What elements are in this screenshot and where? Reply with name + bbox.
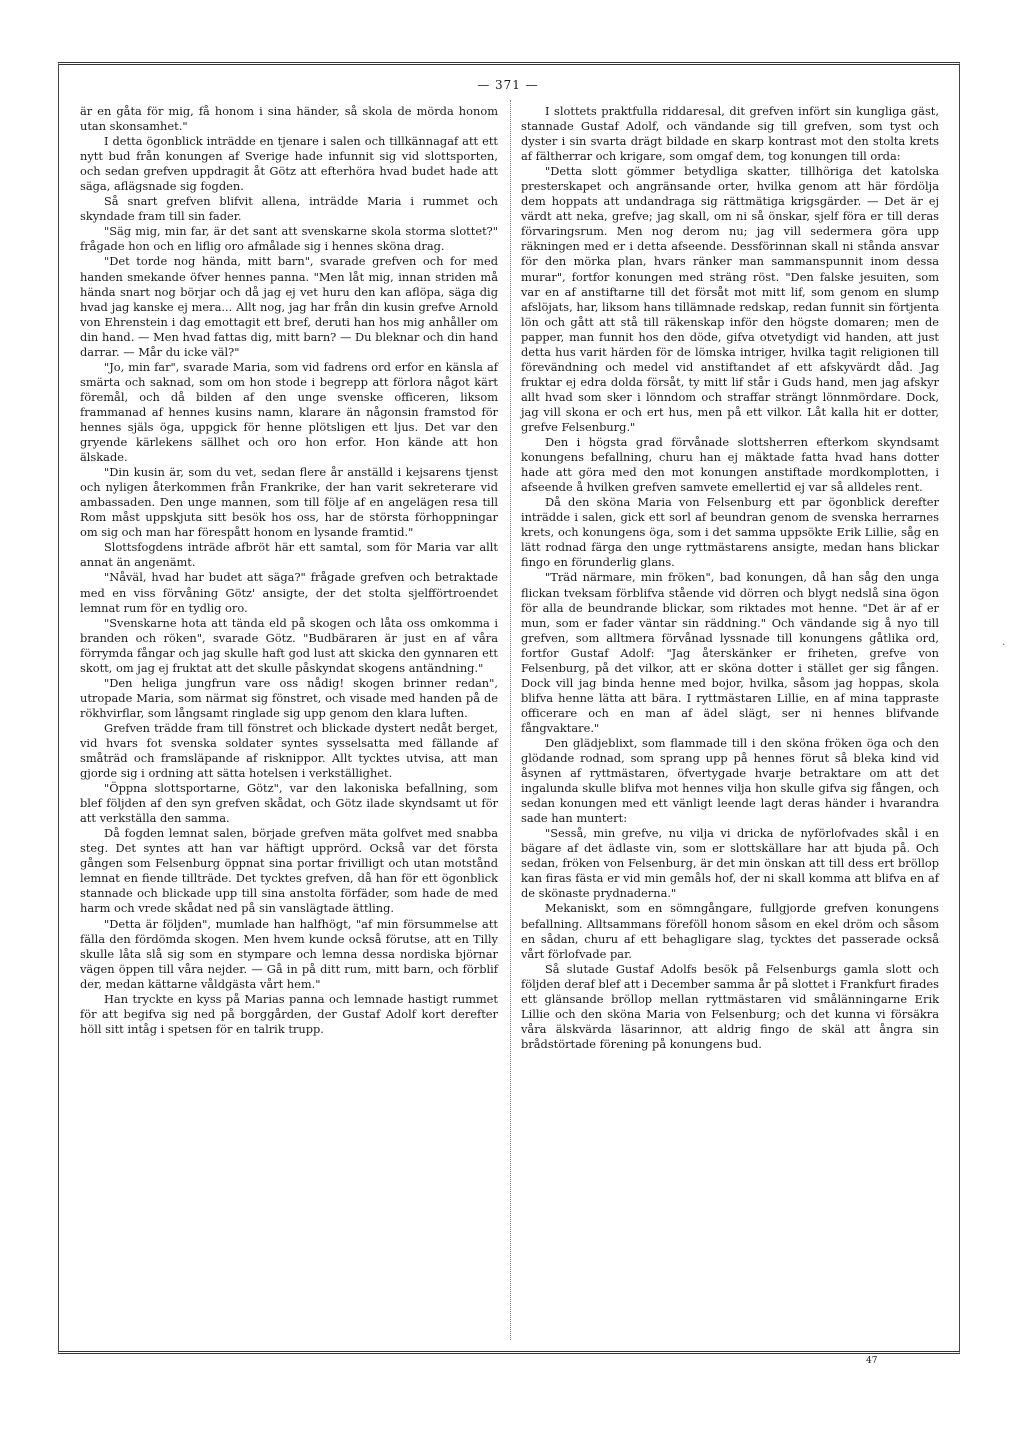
paragraph: "Detta är följden", mumlade han halfhögt, "af min försummelse att fälla den fördömda skogen. Men hvem kunde också förutse, att en Tilly skulle låta slå sig som en stympare och lemna dessa nordiska björnar vägen öppen till våra nejder. — Gå in på ditt rum, mitt barn, och förblif der, medan kättarne våldgästa vårt hem." xyxy=(80,916,498,991)
paragraph: "Säg mig, min far, är det sant att svenskarne skola storma slottet?" frågade hon och en liflig oro afmålade sig i hennes sköna drag. xyxy=(80,224,498,254)
paragraph: Så snart grefven blifvit allena, inträdde Maria i rummet och skyndade fram till sin fader. xyxy=(80,194,498,224)
paragraph: Han tryckte en kyss på Marias panna och lemnade hastigt rummet för att begifva sig ned på borggården, der Gustaf Adolf kort derefter höll sitt intåg i spetsen för en talrik trupp. xyxy=(80,991,498,1036)
paragraph: "Den heliga jungfrun vare oss nådig! skogen brinner redan", utropade Maria, som närmat sig fönstret, och visade med handen på de rökhvirflar, som långsamt ringlade sig upp genom den klara luften. xyxy=(80,675,498,720)
paragraph: I slottets praktfulla riddaresal, dit grefven infört sin kungliga gäst, stannade Gustaf Adolf, och vändande sig till grefven, som tyst och dyster i sin svarta drägt bildade en skarp kontrast mot den stolta krets af fältherrar och krigare, som omgaf dem, tog konungen till orda: xyxy=(521,104,939,164)
right-column xyxy=(521,104,939,1052)
paragraph: är en gåta för mig, få honom i sina händer, så skola de mörda honom utan skonsamhet." xyxy=(80,104,498,134)
paragraph: Då fogden lemnat salen, började grefven mäta golfvet med snabba steg. Det syntes att han var häftigt upprörd. Också var det första gången som Felsenburg öppnat sina portar frivilligt och utan motstånd lemnat en fiende tillträde. Det tycktes grefven, då han för ett ögonblick stannade och blickade upp till sina anstolta förfäder, som hade de med harm och vrede skådat ned på sin vanslägtade ättling. xyxy=(80,826,498,916)
column-divider xyxy=(510,100,511,1340)
paragraph: Den i högsta grad förvånade slottsherren efterkom skyndsamt konungens befallning, churu han ej mäktade fatta hvad hans dotter hade att göra med den mot konungen anstiftade mordkomplotten, i afseende å hvilken grefven samvete emellertid ej var så alldeles rent. xyxy=(521,435,939,495)
paragraph: Slottsfogdens inträde afbröt här ett samtal, som för Maria var allt annat än angenämt. xyxy=(80,540,498,570)
paragraph: "Jo, min far", svarade Maria, som vid fadrens ord erfor en känsla af smärta och saknad, som om hon stode i begrepp att förlora något kärt föremål, och då bilden af den unge svenske officeren, liksom frammanad af hennes kusins namn, klarare än någonsin framstod för hennes själs öga, uppgick för henne plötsligen ett ljus. Det var den gryende kärlekens sällhet och oro hon erfor. Hon kände att hon älskade. xyxy=(80,359,498,465)
paragraph: Grefven trädde fram till fönstret och blickade dystert nedåt berget, vid hvars fot svenska soldater syntes sysselsatta med fällande af småträd och framsläpande af risknippor. Allt tycktes utvisa, att man gjorde sig i ordning att sätta hotelsen i verkställighet. xyxy=(80,720,498,781)
paragraph: Då den sköna Maria von Felsenburg ett par ögonblick derefter inträdde i salen, gick ett sorl af beundran genom de svenska herrarnes krets, och konungens öga, som i det samma uppsökte Erik Lillie, såg en lätt rodnad färga den unge ryttmästarens ansigte, medan hans blickar fingo en förunderlig glans. xyxy=(521,495,939,570)
page-number: — 371 — xyxy=(477,78,539,92)
paragraph: Den glädjeblixt, som flammade till i den sköna fröken öga och den glödande rodnad, som sprang upp på hennes förut så bleka kind vid åsynen af ryttmästaren, öfvertygade hvarje betraktare om att det ingalunda skulle blifva mot hennes vilja hon skulle gifva sig fången, och sedan konungen med ett vänligt leende lagt deras händer i hvarandra sade han muntert: xyxy=(521,735,939,826)
paragraph: "Öppna slottsportarne, Götz", var den lakoniska befallning, som blef följden af den syn grefven skådat, och Götz ilade skyndsamt ut för att verkställa den samma. xyxy=(80,781,498,826)
left-column xyxy=(80,104,498,1037)
paragraph: "Detta slott gömmer betydliga skatter, tillhöriga det katolska presterskapet och angränsande orter, hvilka genom att här fördölja dem hoppats att undandraga sig rättmätiga krigsgärder. — Det är ej värdt att neka, grefve; jag skall, om ni så önskar, sjelf föra er till deras förvaringsrum. Men nog derom nu; jag vill sedermera göra upp räkningen med er i detta afseende. Dessförinnan skall ni stånda ansvar för den mörka plan, hvars ränker man sammanspunnit inom dessa murar", fortfor konungen med sträng röst. "Den falske jesuiten, som var en af anstiftarne till det försåt mot mitt lif, som genom en slump afslöjats, har, liksom hans tillämnade redskap, redan funnit sin förtjenta lön och gått att stå till räkenskap inför den högste domaren; men de papper, man funnit hos den döde, gifva otvetydigt vid handen, att just detta hus varit härden för de lömska intriger, hvilka tagit religionen till förevändning och medel vid anstiftandet af ett afskyvärdt dåd. Jag fruktar ej edra dolda försåt, ty mitt lif står i Guds hand, men jag afskyr allt hvad som sker i lönndom och straffar strängt lönnmördare. Dock, jag vill skona er och ert hus, men på ett vilkor. Låt kalla hit er dotter, grefve Felsenburg." xyxy=(521,164,939,434)
paragraph: "Träd närmare, min fröken", bad konungen, då han såg den unga flickan tveksam förblifva stående vid dörren och blygt nedslå sina ögon för alla de beundrande blickar, som riktades mot henne. "Det är af er mun, som er fader väntar sin räddning." Och vändande sig å nyo till grefven, som alltmera förvånad lyssnade till konungens gåtlika ord, fortfor Gustaf Adolf: "Jag återskänker er friheten, grefve von Felsenburg, på det vilkor, att er sköna dotter i stället ger sig fången. Dock vill jag binda henne med bojor, hvilka, såsom jag hoppas, skola blifva henne lätta att bära. I ryttmästaren Lillie, en af mina tappraste officerare och en man af ädel slägt, ser ni hennes blifvande fångvaktare." xyxy=(521,570,939,735)
printer-signature: 47 xyxy=(866,1356,878,1366)
paragraph: "Sesså, min grefve, nu vilja vi dricka de nyförlofvades skål i en bägare af det ädlaste vin, som er slottskällare har att bjuda på. Och sedan, fröken von Felsenburg, är det min önskan att till dess ert bröllop kan firas fästa er vid min gemåls hof, der ni skall komma att blifva en af de skönaste prydnaderna." xyxy=(521,826,939,901)
paragraph: I detta ögonblick inträdde en tjenare i salen och tillkännagaf att ett nytt bud från konungen af Sverige hade infunnit sig vid slottsporten, och sedan grefven uppdragit åt Götz att efterhöra hvad budet hade att säga, aflägsnade sig fogden. xyxy=(80,134,498,194)
scan-mark: · xyxy=(1002,640,1006,651)
paragraph: "Din kusin är, som du vet, sedan flere år anställd i kejsarens tjenst och nyligen återkommen från Frankrike, der han varit sekreterare vid ambassaden. Den unge mannen, som till följe af en angelägen resa till Rom måst uppskjuta sitt besök hos oss, har de största förhoppningar om sig och man har förespått honom en lysande framtid." xyxy=(80,465,498,540)
paragraph: "Nåväl, hvad har budet att säga?" frågade grefven och betraktade med en viss förvåning Götz' ansigte, der det stolta sjelfförtroendet lemnat rum för en tydlig oro. xyxy=(80,570,498,615)
paragraph: Så slutade Gustaf Adolfs besök på Felsenburgs gamla slott och följden deraf blef att i December samma år på slottet i Frankfurt firades ett glänsande bröllop mellan ryttmästaren vid smålänningarne Erik Lillie och den sköna Maria von Felsenburg; och det kunna vi försäkra våra älskvärda läsarinnor, att aldrig fingo de skäl att ångra sin brådstörtade förening på konungens bud. xyxy=(521,961,939,1051)
paragraph: "Det torde nog hända, mitt barn", svarade grefven och for med handen smekande öfver hennes panna. "Men låt mig, innan striden må hända snart nog börjar och då jag ej vet huru den kan aflöpa, säga dig hvad jag kanske ej mera... Allt nog, jag har från din kusin grefve Arnold von Ehrenstein i dag emottagit ett bref, deruti han hos mig anhåller om din hand. — Men hvad fattas dig, mitt barn? — Du bleknar och din hand darrar. — Mår du icke väl?" xyxy=(80,254,498,359)
paragraph: Mekaniskt, som en sömngångare, fullgjorde grefven konungens befallning. Alltsammans föreföll honom såsom en ekel dröm och såsom en sådan, churu af ett behagligare slag, tycktes det passerade också vårt förlofvade par. xyxy=(521,901,939,961)
paragraph: "Svenskarne hota att tända eld på skogen och låta oss omkomma i branden och röken", svarade Götz. "Budbäraren är just en af våra förrymda fångar och jag skulle haft god lust att skicka den gynnaren ett skott, om jag ej fruktat att det skulle påskyndat skogens antändning." xyxy=(80,615,498,675)
